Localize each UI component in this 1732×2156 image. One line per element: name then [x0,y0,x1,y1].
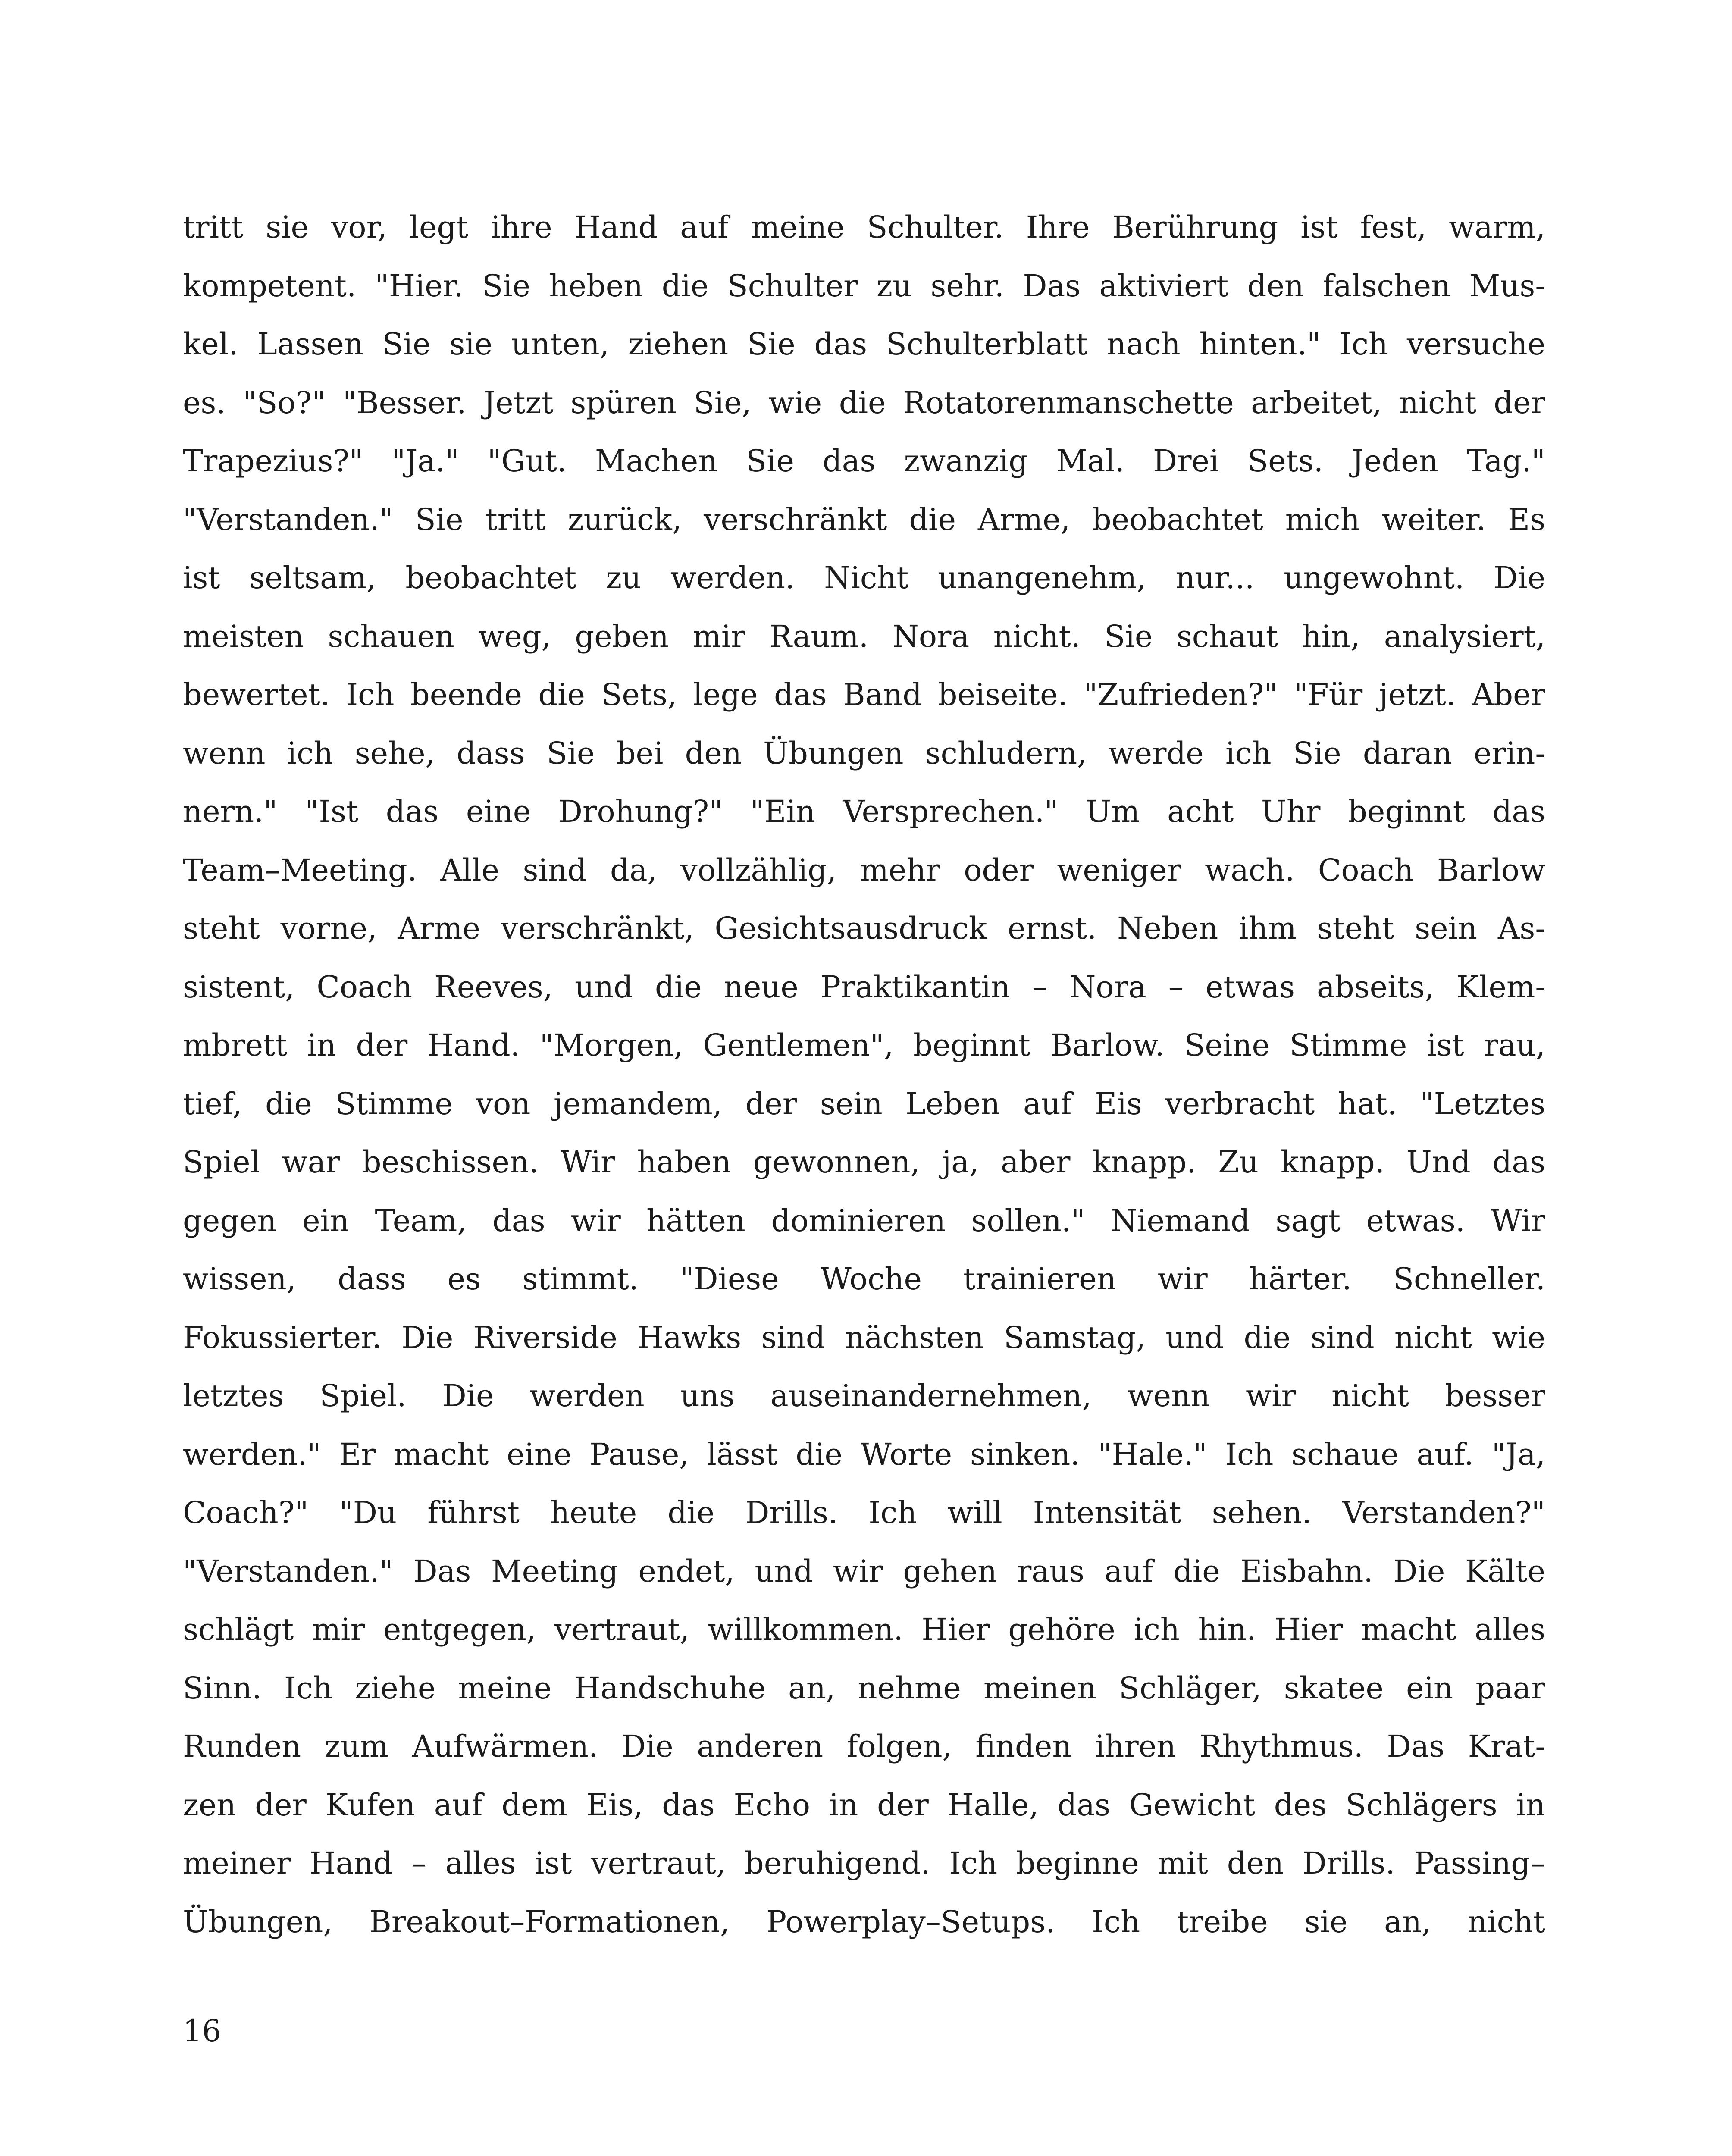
text-line: sistent, Coach Reeves, und die neue Praktikantin – Nora – etwas abseits, Klem- [183,969,1545,1005]
text-line: Sinn. Ich ziehe meine Handschuhe an, nehme meinen Schläger, skatee ein paar [183,1670,1545,1706]
text-line: Trapezius?" "Ja." "Gut. Machen Sie das zwanzig Mal. Drei Sets. Jeden Tag." [183,443,1545,479]
text-line: mbrett in der Hand. "Morgen, Gentlemen", beginnt Barlow. Seine Stimme ist rau, [183,1028,1545,1063]
text-line: bewertet. Ich beende die Sets, lege das Band beiseite. "Zufrieden?" "Für jetzt. Aber [183,677,1545,712]
text-line: tritt sie vor, legt ihre Hand auf meine Schulter. Ihre Berührung ist fest, warm, [183,210,1545,245]
text-line: schlägt mir entgegen, vertraut, willkommen. Hier gehöre ich hin. Hier macht alles [183,1612,1545,1647]
text-line: Coach?" "Du führst heute die Drills. Ich will Intensität sehen. Verstanden?" [183,1495,1545,1530]
text-line: steht vorne, Arme verschränkt, Gesichtsausdruck ernst. Neben ihm steht sein As- [183,911,1545,946]
text-line: Übungen, Breakout–Formationen, Powerplay–Setups. Ich treibe sie an, nicht [183,1904,1545,1940]
text-line: meiner Hand – alles ist vertraut, beruhigend. Ich beginne mit den Drills. Passing– [183,1846,1545,1881]
text-line: Spiel war beschissen. Wir haben gewonnen, ja, aber knapp. Zu knapp. Und das [183,1144,1545,1180]
text-line: Runden zum Aufwärmen. Die anderen folgen, finden ihren Rhythmus. Das Krat- [183,1729,1545,1764]
text-line: ist seltsam, beobachtet zu werden. Nicht unangenehm, nur... ungewohnt. Die [183,560,1545,595]
text-line: "Verstanden." Das Meeting endet, und wir gehen raus auf die Eisbahn. Die Kälte [183,1553,1545,1589]
text-line: Fokussierter. Die Riverside Hawks sind nächsten Samstag, und die sind nicht wie [183,1319,1545,1355]
text-line: es. "So?" "Besser. Jetzt spüren Sie, wie die Rotatorenmanschette arbeitet, nicht der [183,385,1545,420]
text-line: wenn ich sehe, dass Sie bei den Übungen schludern, werde ich Sie daran erin- [183,735,1545,771]
text-line: tief, die Stimme von jemandem, der sein Leben auf Eis verbracht hat. "Letztes [183,1086,1545,1122]
text-line: wissen, dass es stimmt. "Diese Woche trainieren wir härter. Schneller. [183,1261,1545,1297]
text-line: Team–Meeting. Alle sind da, vollzählig, mehr oder weniger wach. Coach Barlow [183,852,1545,888]
text-line: "Verstanden." Sie tritt zurück, verschränkt die Arme, beobachtet mich weiter. Es [183,501,1545,537]
text-line: werden." Er macht eine Pause, lässt die Worte sinken. "Hale." Ich schaue auf. "Ja, [183,1436,1545,1472]
page-number: 16 [183,2013,222,2049]
text-line: gegen ein Team, das wir hätten dominieren sollen." Niemand sagt etwas. Wir [183,1203,1545,1238]
body-text [183,198,1545,1951]
text-line: nern." "Ist das eine Drohung?" "Ein Versprechen." Um acht Uhr beginnt das [183,794,1545,829]
text-line: meisten schauen weg, geben mir Raum. Nora nicht. Sie schaut hin, analysiert, [183,618,1545,654]
text-line: kel. Lassen Sie sie unten, ziehen Sie das Schulterblatt nach hinten." Ich versuche [183,326,1545,362]
text-line: kompetent. "Hier. Sie heben die Schulter zu sehr. Das aktiviert den falschen Mus- [183,268,1545,304]
text-line: zen der Kufen auf dem Eis, das Echo in der Halle, das Gewicht des Schlägers in [183,1787,1545,1823]
text-line: letztes Spiel. Die werden uns auseinandernehmen, wenn wir nicht besser [183,1378,1545,1413]
